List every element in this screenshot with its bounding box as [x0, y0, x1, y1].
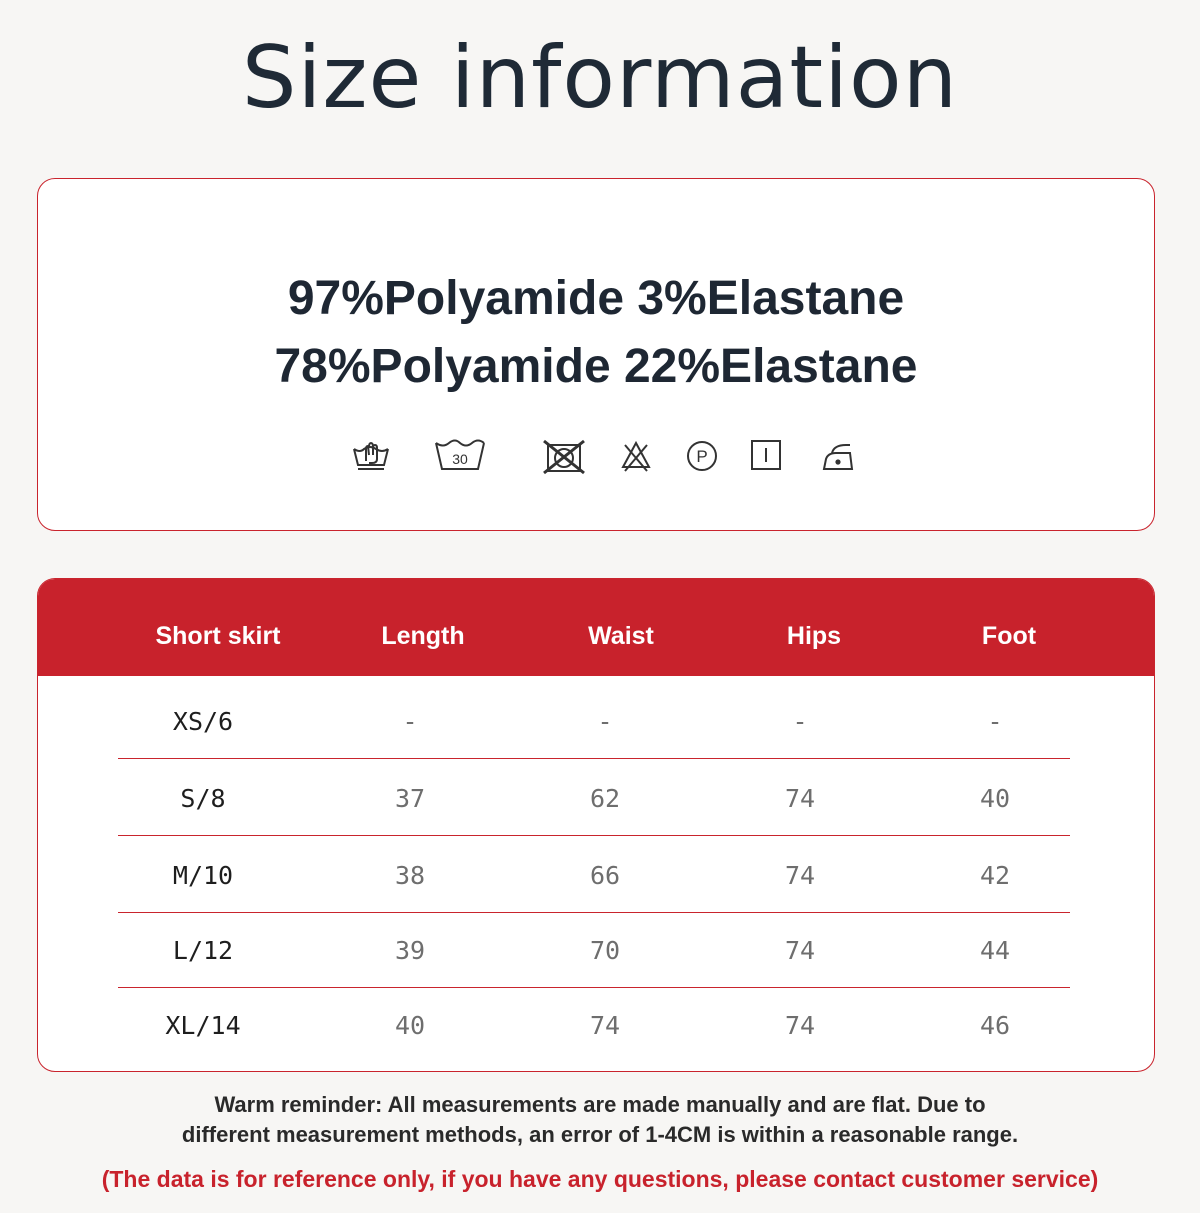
cell-size: XL/14 [165, 1011, 241, 1040]
care-icons-row [38, 439, 1154, 479]
cell-foot: 46 [979, 1011, 1011, 1040]
size-table [37, 578, 1155, 1072]
table-header [38, 579, 1154, 676]
cell-hips: 74 [784, 861, 816, 890]
composition-line-1: 97%Polyamide 3%Elastane [287, 272, 905, 325]
cell-hips: - [792, 707, 808, 736]
header-short-skirt: Short skirt [155, 622, 281, 650]
cell-length: 39 [394, 936, 426, 965]
cell-hips: 74 [784, 936, 816, 965]
cell-length: 37 [394, 784, 426, 813]
cell-foot: - [987, 707, 1003, 736]
iron-low-heat-icon [820, 439, 856, 473]
care-label-p: P [696, 447, 708, 466]
machine-wash-30-icon [434, 439, 486, 473]
cell-length: 38 [394, 861, 426, 890]
cell-hips: 74 [784, 1011, 816, 1040]
measurement-reminder [0, 1090, 1200, 1150]
table-row [118, 684, 1070, 759]
do-not-tumble-dry-icon [542, 439, 586, 475]
hand-wash-icon [352, 439, 390, 475]
header-length: Length [381, 622, 465, 650]
reference-notice: (The data is for reference only, if you have any questions, please contact customer service) [101, 1166, 1099, 1192]
reminder-line-1: Warm reminder: All measurements are made manually and are flat. Due to [214, 1092, 986, 1117]
cell-size: XS/6 [172, 707, 234, 736]
table-row [118, 838, 1070, 913]
composition-line-2: 78%Polyamide 22%Elastane [274, 340, 918, 393]
cell-size: S/8 [180, 784, 226, 813]
table-row [118, 761, 1070, 836]
cell-hips: 74 [784, 784, 816, 813]
do-not-bleach-icon [620, 439, 652, 473]
cell-waist: 74 [589, 1011, 621, 1040]
cell-foot: 40 [979, 784, 1011, 813]
composition-card [37, 178, 1155, 531]
cell-waist: - [597, 707, 613, 736]
care-label-30: 30 [452, 451, 468, 467]
cell-waist: 66 [589, 861, 621, 890]
cell-foot: 42 [979, 861, 1011, 890]
cell-size: M/10 [172, 861, 234, 890]
cell-waist: 62 [589, 784, 621, 813]
page-title: Size information [241, 28, 959, 128]
cell-waist: 70 [589, 936, 621, 965]
dry-clean-p-icon [685, 439, 719, 473]
reminder-line-2: different measurement methods, an error of 1-4CM is within a reasonable range. [181, 1122, 1019, 1147]
cell-length: 40 [394, 1011, 426, 1040]
header-foot: Foot [981, 622, 1037, 650]
table-row [118, 988, 1070, 1063]
line-dry-icon [750, 439, 782, 473]
cell-size: L/12 [172, 936, 234, 965]
cell-length: - [402, 707, 418, 736]
header-hips: Hips [786, 622, 842, 650]
table-row [118, 913, 1070, 988]
cell-foot: 44 [979, 936, 1011, 965]
header-waist: Waist [588, 622, 654, 650]
